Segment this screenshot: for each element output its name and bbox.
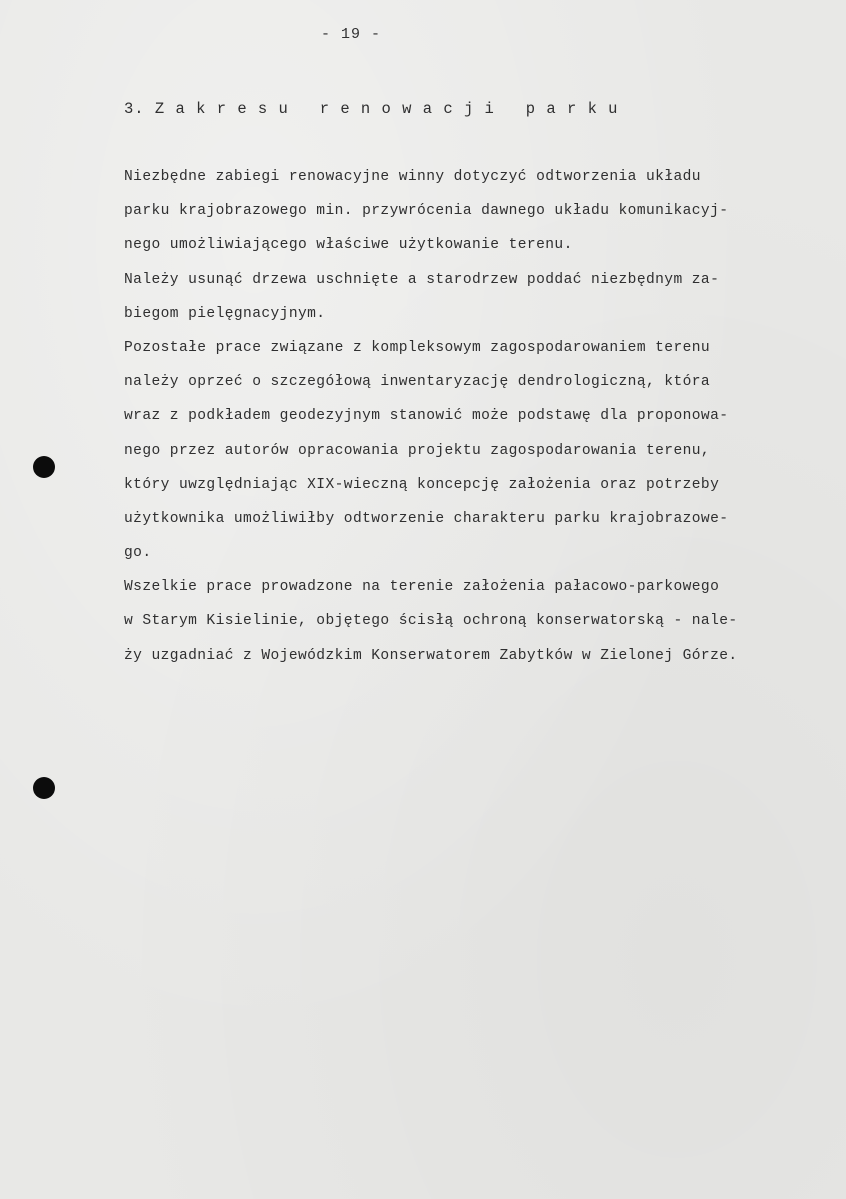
section-heading: 3. Z a k r e s u r e n o w a c j i p a r k u bbox=[124, 100, 619, 118]
text-line: Pozostałe prace związane z kompleksowym zagospodarowaniem terenu bbox=[124, 339, 711, 356]
text-line: nego przez autorów opracowania projektu zagospodarowania terenu, bbox=[124, 442, 711, 459]
text-line: użytkownika umożliwiłby odtworzenie charakteru parku krajobrazowe- bbox=[124, 510, 729, 527]
text-line: nego umożliwiającego właściwe użytkowanie terenu. bbox=[124, 237, 573, 254]
punch-hole bbox=[33, 456, 55, 478]
body-text bbox=[124, 160, 836, 673]
text-line: ży uzgadniać z Wojewódzkim Konserwatorem Zabytków w Zielonej Górze. bbox=[124, 647, 738, 664]
punch-hole bbox=[33, 777, 55, 799]
page-number: - 19 - bbox=[320, 26, 381, 43]
text-line: biegom pielęgnacyjnym. bbox=[124, 305, 326, 322]
text-line: parku krajobrazowego min. przywrócenia dawnego układu komunikacyj- bbox=[124, 203, 729, 220]
text-line: który uwzględniając XIX-wieczną koncepcję założenia oraz potrzeby bbox=[124, 476, 720, 493]
text-line: Niezbędne zabiegi renowacyjne winny dotyczyć odtworzenia układu bbox=[124, 169, 701, 185]
text-line: wraz z podkładem geodezyjnym stanowić może podstawę dla proponowa- bbox=[124, 408, 729, 425]
text-line: Należy usunąć drzewa uschnięte a starodrzew poddać niezbędnym za- bbox=[124, 271, 720, 288]
text-line: w Starym Kisielinie, objętego ścisłą ochroną konserwatorską - nale- bbox=[124, 613, 738, 630]
text-line: należy oprzeć o szczegółową inwentaryzację dendrologiczną, która bbox=[124, 374, 711, 391]
text-line: Wszelkie prace prowadzone na terenie założenia pałacowo-parkowego bbox=[124, 579, 720, 596]
text-line: go. bbox=[124, 545, 152, 562]
